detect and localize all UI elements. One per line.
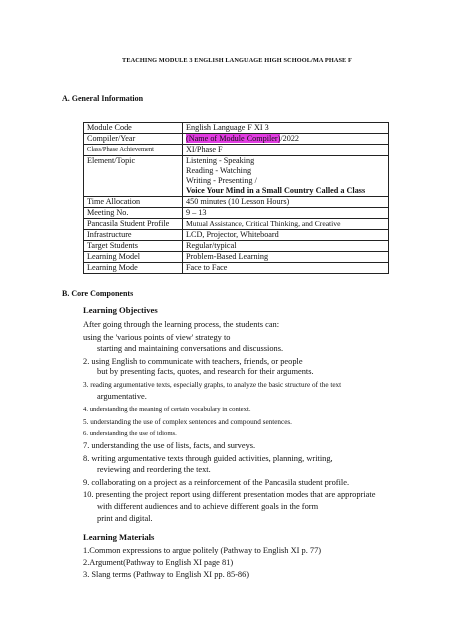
table-row (84, 230, 389, 241)
table-value: 450 minutes (10 Lesson Hours) (183, 197, 389, 208)
objective-item: but by presenting facts, quotes, and research for their arguments. (97, 367, 314, 376)
table-key: Meeting No. (84, 208, 183, 219)
table-row (84, 156, 389, 197)
table-row (84, 263, 389, 274)
table-row (84, 252, 389, 263)
document-title: TEACHING MODULE 3 ENGLISH LANGUAGE HIGH SCHOOL/MA PHASE F (122, 57, 352, 64)
table-key: Compiler/Year (84, 134, 183, 145)
table-value (183, 134, 389, 145)
table-value: Regular/typical (183, 241, 389, 252)
table-value: Mutual Assistance, Critical Thinking, and Creative (183, 219, 389, 230)
objective-item: 2. using English to communicate with teachers, friends, or people (83, 357, 303, 366)
table-row (84, 134, 389, 145)
table-key: Learning Mode (84, 263, 183, 274)
objective-item: print and digital. (97, 514, 153, 523)
table-row (84, 145, 389, 156)
objective-item: 3. reading argumentative texts, especially graphs, to analyze the basic structure of the text (83, 381, 342, 389)
topic-line: Listening - Speaking (186, 156, 255, 165)
table-row (84, 197, 389, 208)
table-row (84, 208, 389, 219)
table-value: Face to Face (183, 263, 389, 274)
table-value: 9 – 13 (183, 208, 389, 219)
objective-item: using the 'various points of view' strategy to (83, 333, 231, 342)
table-key: Pancasila Student Profile (84, 219, 183, 230)
objective-item: starting and maintaining conversations and discussions. (97, 344, 284, 353)
objective-item: 9. collaborating on a project as a reinforcement of the Pancasila student profile. (83, 478, 350, 487)
compiler-year: /2022 (280, 134, 300, 143)
table-key: Element/Topic (84, 156, 183, 197)
topic-line: Reading - Watching (186, 166, 252, 175)
topic-title: Voice Your Mind in a Small Country Called a Class (186, 186, 366, 195)
material-item: 1.Common expressions to argue politely (Pathway to English XI p. 77) (83, 546, 322, 555)
table-value (183, 156, 389, 197)
table-value: LCD, Projector, Whiteboard (183, 230, 389, 241)
learning-objectives-heading: Learning Objectives (83, 305, 158, 315)
objective-item: 4. understanding the meaning of certain vocabulary in context. (83, 406, 251, 413)
table-value: Problem-Based Learning (183, 252, 389, 263)
table-row (84, 123, 389, 134)
highlighted-placeholder: (Name of Module Compiler) (186, 134, 281, 143)
learning-materials-heading: Learning Materials (83, 532, 155, 542)
objective-item: with different audiences and to achieve different goals in the form (97, 502, 319, 511)
table-value: XI/Phase F (183, 145, 389, 156)
table-key: Learning Model (84, 252, 183, 263)
table-value: English Language F XI 3 (183, 123, 389, 134)
material-item: 3. Slang terms (Pathway to English XI pp. 85-86) (83, 570, 250, 579)
objective-item: 8. writing argumentative texts through guided activities, planning, writing, (83, 454, 333, 463)
objective-item: 10. presenting the project report using different presentation modes that are appropriate (83, 490, 376, 499)
general-information-table (83, 122, 389, 274)
section-b-heading: B. Core Components (62, 289, 134, 298)
objective-item: 7. understanding the use of lists, facts, and surveys. (83, 441, 256, 450)
table-key: Module Code (84, 123, 183, 134)
objective-item: argumentative. (97, 392, 147, 401)
table-key: Target Students (84, 241, 183, 252)
table-row (84, 241, 389, 252)
table-key: Class/Phase Achievement (84, 145, 183, 156)
topic-line: Writing - Presenting / (186, 176, 257, 185)
objective-item: 5. understanding the use of complex sentences and compound sentences. (83, 418, 292, 426)
objective-item: reviewing and reordering the text. (97, 465, 211, 474)
table-key: Time Allocation (84, 197, 183, 208)
objectives-intro: After going through the learning process, the students can: (83, 320, 280, 329)
table-row (84, 219, 389, 230)
material-item: 2.Argument(Pathway to English XI page 81) (83, 558, 234, 567)
table-key: Infrastructure (84, 230, 183, 241)
objective-item: 6. understanding the use of idioms. (83, 430, 177, 437)
section-a-heading: A. General Information (62, 94, 144, 103)
